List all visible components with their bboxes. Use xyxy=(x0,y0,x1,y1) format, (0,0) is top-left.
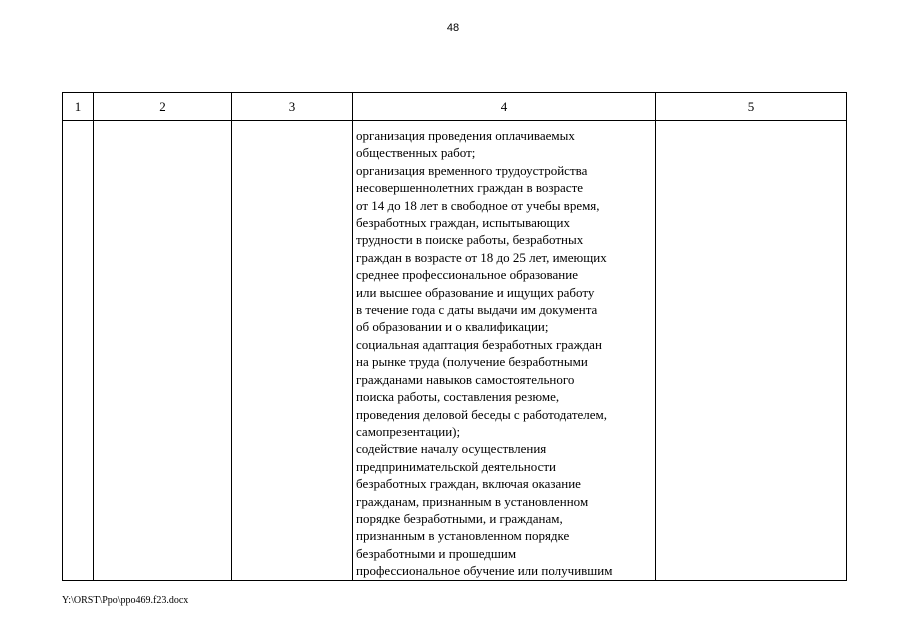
text-line: общественных работ; xyxy=(356,145,476,161)
cell-col-4 xyxy=(353,121,656,581)
column-header-2: 2 xyxy=(94,93,232,121)
column-header-5: 5 xyxy=(656,93,847,121)
text-line: порядке безработными, и гражданам, xyxy=(356,510,563,526)
text-line: профессиональное обучение или получившим xyxy=(356,563,613,579)
text-line: несовершеннолетних граждан в возрасте xyxy=(356,180,584,196)
text-line: безработными и прошедшим xyxy=(356,545,517,561)
text-line: в течение года с даты выдачи им документа xyxy=(356,302,598,318)
column-header-1: 1 xyxy=(63,93,94,121)
text-line: или высшее образование и ищущих работу xyxy=(356,284,595,300)
text-line: гражданами навыков самостоятельного xyxy=(356,371,575,387)
page-number: 48 xyxy=(446,22,460,34)
text-line: об образовании и о квалификации; xyxy=(356,319,549,335)
column-header-4: 4 xyxy=(353,93,656,121)
table-row xyxy=(63,121,847,581)
text-line: трудности в поиске работы, безработных xyxy=(356,232,584,248)
text-line: безработных граждан, испытывающих xyxy=(356,215,571,231)
cell-col-5 xyxy=(656,121,847,581)
text-line: предпринимательской деятельности xyxy=(356,458,556,474)
text-line: самопрезентации); xyxy=(356,423,461,439)
text-line: от 14 до 18 лет в свободное от учебы время, xyxy=(356,197,600,213)
text-line: содействие началу осуществления xyxy=(356,441,547,457)
text-line: безработных граждан, включая оказание xyxy=(356,476,581,492)
column-header-3: 3 xyxy=(232,93,353,121)
text-line: поиска работы, составления резюме, xyxy=(356,389,560,405)
text-line: организация временного трудоустройства xyxy=(356,162,588,178)
cell-col-1 xyxy=(63,121,94,581)
text-line: социальная адаптация безработных граждан xyxy=(356,336,602,352)
cell-col-4-text xyxy=(353,121,655,580)
cell-col-2 xyxy=(94,121,232,581)
footer-file-path: Y:\ORST\Ppo\ppo469.f23.docx xyxy=(62,595,189,606)
text-line: проведения деловой беседы с работодателем, xyxy=(356,406,608,422)
text-line: среднее профессиональное образование xyxy=(356,267,578,283)
text-line: организация проведения оплачиваемых xyxy=(356,128,575,143)
text-line: на рынке труда (получение безработными xyxy=(356,354,588,370)
text-line: гражданам, признанным в установленном xyxy=(356,493,589,509)
cell-col-3 xyxy=(232,121,353,581)
text-line: граждан в возрасте от 18 до 25 лет, имеющих xyxy=(356,249,607,265)
table-header-row xyxy=(63,93,847,121)
document-table xyxy=(62,92,847,581)
text-line: признанным в установленном порядке xyxy=(356,528,570,544)
